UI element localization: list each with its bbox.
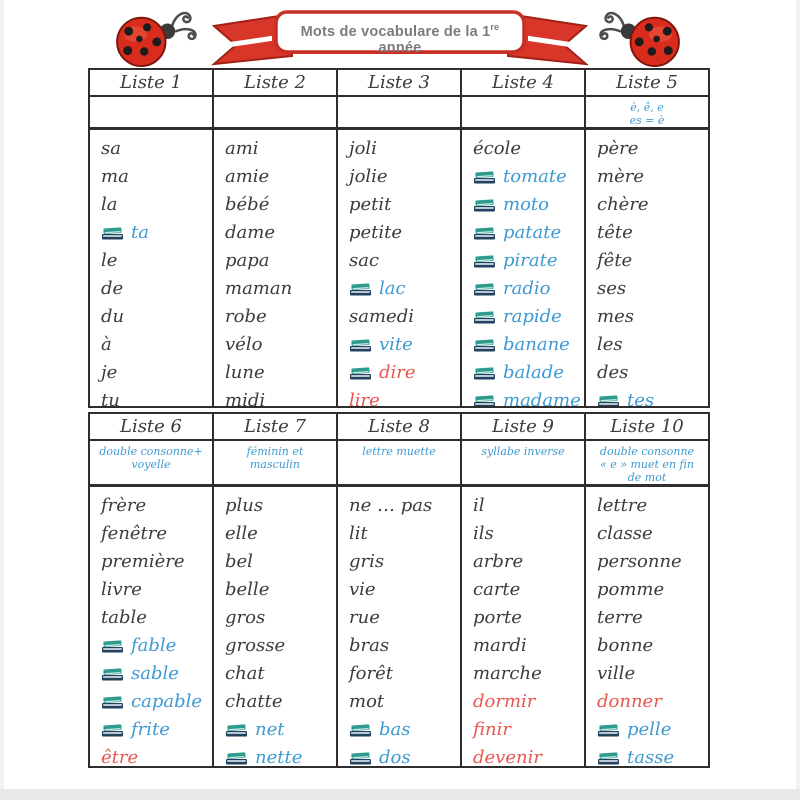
word-text: fête [597, 249, 633, 271]
word-item [473, 743, 582, 766]
books-icon [101, 722, 124, 737]
word-item [225, 715, 334, 743]
word-text: père [597, 137, 639, 159]
word-item [349, 603, 458, 631]
word-item [101, 218, 210, 246]
word-item [225, 190, 334, 218]
page-edge-right [796, 0, 800, 800]
word-item [473, 218, 582, 246]
word-item [597, 491, 706, 519]
liste-header: Liste 4 [462, 70, 584, 97]
word-item [597, 218, 706, 246]
word-item [473, 302, 582, 330]
liste-column [584, 70, 708, 406]
liste-header: Liste 7 [214, 414, 336, 441]
word-text: lune [225, 361, 265, 383]
liste-note [90, 441, 212, 487]
word-list [338, 130, 460, 406]
word-item [597, 687, 706, 715]
word-text: donner [597, 690, 662, 712]
word-item [349, 743, 458, 766]
word-item [101, 715, 210, 743]
word-item [473, 134, 582, 162]
word-text: jolie [349, 165, 388, 187]
page-edge-left [0, 0, 4, 800]
word-text: bébé [225, 193, 270, 215]
liste-note-line: voyelle [131, 458, 171, 471]
word-item [225, 302, 334, 330]
word-text: bras [349, 634, 390, 656]
word-item [597, 715, 706, 743]
word-list [214, 487, 336, 766]
liste-header: Liste 8 [338, 414, 460, 441]
word-text: maman [225, 277, 293, 299]
word-item [101, 330, 210, 358]
books-icon [473, 225, 496, 240]
word-list [462, 487, 584, 766]
word-text: mes [597, 305, 634, 327]
word-item [597, 631, 706, 659]
word-text: ville [597, 662, 636, 684]
liste-note [214, 441, 336, 487]
word-item [473, 491, 582, 519]
liste-note-line: « e » muet en fin [600, 458, 694, 471]
word-item [597, 302, 706, 330]
word-text: gris [349, 550, 385, 572]
word-text: sable [131, 662, 179, 684]
word-item [349, 218, 458, 246]
word-item [597, 575, 706, 603]
liste-column [336, 414, 460, 766]
books-icon [349, 281, 372, 296]
word-text: arbre [473, 550, 524, 572]
word-item [225, 330, 334, 358]
liste-note-line: double consonne [599, 445, 695, 458]
word-item [597, 386, 706, 406]
word-item [349, 134, 458, 162]
liste-note [90, 97, 212, 130]
word-text: devenir [473, 746, 542, 766]
word-item [101, 358, 210, 386]
word-text: chatte [225, 690, 283, 712]
word-text: lac [379, 277, 406, 299]
word-text: frère [101, 494, 147, 516]
word-text: classe [597, 522, 653, 544]
word-text: les [597, 333, 623, 355]
word-text: je [101, 361, 118, 383]
word-item [225, 631, 334, 659]
liste-column [212, 70, 336, 406]
word-list [214, 130, 336, 406]
vocab-table-top [88, 68, 710, 408]
liste-column [460, 70, 584, 406]
books-icon [473, 281, 496, 296]
word-text: frite [131, 718, 170, 740]
word-item [597, 519, 706, 547]
page-title: Mots de vocabulare de la 1re année [300, 22, 500, 56]
word-item [101, 575, 210, 603]
liste-column [584, 414, 708, 766]
word-item [473, 603, 582, 631]
word-text: le [101, 249, 118, 271]
word-item [101, 246, 210, 274]
ladybug-icon [592, 8, 700, 68]
word-list [586, 130, 708, 406]
word-item [473, 162, 582, 190]
books-icon [597, 722, 620, 737]
word-text: amie [225, 165, 270, 187]
word-text: tomate [503, 165, 567, 187]
word-item [101, 190, 210, 218]
word-item [225, 575, 334, 603]
word-list [586, 487, 708, 766]
word-text: école [473, 137, 521, 159]
word-item [225, 491, 334, 519]
word-item [225, 743, 334, 766]
word-text: rapide [503, 305, 562, 327]
word-item [473, 358, 582, 386]
liste-header: Liste 2 [214, 70, 336, 97]
word-item [473, 274, 582, 302]
liste-header: Liste 9 [462, 414, 584, 441]
books-icon [101, 225, 124, 240]
word-item [225, 519, 334, 547]
word-text: nette [255, 746, 303, 766]
word-item [101, 603, 210, 631]
books-icon [349, 337, 372, 352]
word-item [225, 134, 334, 162]
liste-note-line: de mot [627, 471, 667, 484]
liste-column [90, 414, 212, 766]
liste-note [586, 97, 708, 130]
word-item [225, 386, 334, 406]
word-text: vélo [225, 333, 263, 355]
word-item [225, 603, 334, 631]
word-text: marche [473, 662, 542, 684]
word-text: lire [349, 389, 380, 406]
word-item [473, 547, 582, 575]
word-text: mardi [473, 634, 527, 656]
word-text: gros [225, 606, 266, 628]
word-item [349, 491, 458, 519]
liste-note [462, 441, 584, 487]
word-text: ami [225, 137, 259, 159]
books-icon [101, 666, 124, 681]
liste-note [462, 97, 584, 130]
word-text: la [101, 193, 118, 215]
word-item [597, 162, 706, 190]
books-icon [349, 722, 372, 737]
word-item [349, 358, 458, 386]
word-text: ne … pas [349, 494, 433, 516]
books-icon [349, 365, 372, 380]
word-text: dos [379, 746, 411, 766]
word-item [225, 659, 334, 687]
word-text: ils [473, 522, 494, 544]
word-item [101, 687, 210, 715]
word-item [101, 134, 210, 162]
word-item [473, 330, 582, 358]
word-text: joli [349, 137, 377, 159]
word-text: belle [225, 578, 270, 600]
word-item [349, 330, 458, 358]
word-text: elle [225, 522, 258, 544]
books-icon [101, 694, 124, 709]
word-item [101, 743, 210, 766]
liste-header: Liste 3 [338, 70, 460, 97]
books-icon [473, 309, 496, 324]
liste-header: Liste 10 [586, 414, 708, 441]
word-text: ma [101, 165, 129, 187]
word-text: tes [627, 389, 655, 406]
word-text: première [101, 550, 185, 572]
word-text: il [473, 494, 485, 516]
word-text: porte [473, 606, 522, 628]
word-item [473, 631, 582, 659]
word-text: sa [101, 137, 121, 159]
word-item [101, 659, 210, 687]
word-item [349, 715, 458, 743]
word-text: chère [597, 193, 649, 215]
liste-note [338, 441, 460, 487]
liste-note-line: masculin [250, 458, 300, 471]
word-item [349, 274, 458, 302]
word-text: patate [503, 221, 562, 243]
vocab-table-bottom [88, 412, 710, 768]
liste-column [336, 70, 460, 406]
word-text: ses [597, 277, 627, 299]
word-item [101, 631, 210, 659]
word-item [349, 190, 458, 218]
word-text: lettre [597, 494, 648, 516]
word-item [101, 547, 210, 575]
word-list [90, 487, 212, 766]
word-item [597, 659, 706, 687]
books-icon [473, 169, 496, 184]
word-text: grosse [225, 634, 286, 656]
liste-column [460, 414, 584, 766]
word-item [101, 491, 210, 519]
word-text: bonne [597, 634, 654, 656]
word-item [225, 687, 334, 715]
books-icon [349, 750, 372, 765]
word-text: finir [473, 718, 511, 740]
word-item [597, 190, 706, 218]
word-item [349, 162, 458, 190]
page-edge-bottom [0, 789, 800, 800]
word-item [473, 715, 582, 743]
word-item [101, 386, 210, 406]
word-text: table [101, 606, 147, 628]
liste-header: Liste 1 [90, 70, 212, 97]
word-text: bas [379, 718, 411, 740]
word-item [225, 162, 334, 190]
word-item [597, 743, 706, 766]
word-text: personne [597, 550, 682, 572]
word-text: carte [473, 578, 521, 600]
word-item [225, 358, 334, 386]
banner [0, 0, 800, 68]
liste-note-line: lettre muette [362, 445, 436, 458]
liste-note-line: double consonne+ [99, 445, 203, 458]
word-text: bel [225, 550, 253, 572]
word-text: fenêtre [101, 522, 168, 544]
word-text: être [101, 746, 139, 766]
word-item [101, 302, 210, 330]
word-item [473, 190, 582, 218]
ladybug-icon [96, 8, 204, 68]
word-item [225, 274, 334, 302]
word-item [597, 274, 706, 302]
word-text: du [101, 305, 125, 327]
word-item [473, 687, 582, 715]
liste-note-line: féminin et [246, 445, 304, 458]
word-item [473, 659, 582, 687]
word-item [101, 519, 210, 547]
word-text: lit [349, 522, 368, 544]
word-item [349, 386, 458, 406]
word-list [462, 130, 584, 406]
word-text: tasse [627, 746, 675, 766]
word-text: rue [349, 606, 380, 628]
word-item [349, 302, 458, 330]
word-item [473, 575, 582, 603]
word-item [349, 519, 458, 547]
title-ribbon [208, 2, 592, 68]
books-icon [225, 722, 248, 737]
word-text: chat [225, 662, 265, 684]
word-item [473, 519, 582, 547]
word-text: pelle [627, 718, 672, 740]
word-list [338, 487, 460, 766]
word-text: madame [503, 389, 581, 406]
word-text: mère [597, 165, 644, 187]
word-item [349, 246, 458, 274]
word-item [225, 246, 334, 274]
liste-note [214, 97, 336, 130]
word-text: papa [225, 249, 270, 271]
word-item [349, 659, 458, 687]
word-item [349, 575, 458, 603]
word-item [473, 386, 582, 406]
word-item [349, 631, 458, 659]
liste-note-line: è, ê, e [630, 101, 664, 114]
word-text: midi [225, 389, 266, 406]
liste-column [90, 70, 212, 406]
word-text: dame [225, 221, 275, 243]
word-item [349, 547, 458, 575]
word-text: mot [349, 690, 385, 712]
word-text: balade [503, 361, 564, 383]
word-text: de [101, 277, 124, 299]
books-icon [597, 750, 620, 765]
books-icon [473, 197, 496, 212]
word-text: radio [503, 277, 551, 299]
liste-note-line: es = è [629, 114, 665, 127]
liste-header: Liste 5 [586, 70, 708, 97]
word-text: terre [597, 606, 643, 628]
liste-note [338, 97, 460, 130]
word-text: tête [597, 221, 633, 243]
liste-note-line: syllabe inverse [481, 445, 565, 458]
word-item [101, 274, 210, 302]
books-icon [473, 337, 496, 352]
word-text: dormir [473, 690, 536, 712]
word-item [473, 246, 582, 274]
books-icon [597, 393, 620, 407]
books-icon [473, 365, 496, 380]
word-text: sac [349, 249, 380, 271]
books-icon [225, 750, 248, 765]
word-text: banane [503, 333, 570, 355]
word-text: dire [379, 361, 416, 383]
word-text: à [101, 333, 112, 355]
word-item [349, 687, 458, 715]
books-icon [473, 393, 496, 407]
liste-column [212, 414, 336, 766]
word-list [90, 130, 212, 406]
word-text: pomme [597, 578, 665, 600]
word-item [101, 162, 210, 190]
word-text: capable [131, 690, 202, 712]
word-text: samedi [349, 305, 414, 327]
word-text: petit [349, 193, 392, 215]
word-item [597, 134, 706, 162]
word-text: fable [131, 634, 177, 656]
word-item [597, 358, 706, 386]
word-text: plus [225, 494, 264, 516]
word-item [597, 547, 706, 575]
word-item [225, 218, 334, 246]
word-text: pirate [503, 249, 558, 271]
word-text: vie [349, 578, 376, 600]
books-icon [101, 638, 124, 653]
word-text: net [255, 718, 285, 740]
word-item [597, 246, 706, 274]
word-text: forêt [349, 662, 393, 684]
word-text: des [597, 361, 629, 383]
word-item [225, 547, 334, 575]
word-text: petite [349, 221, 403, 243]
books-icon [473, 253, 496, 268]
word-item [597, 603, 706, 631]
word-text: robe [225, 305, 267, 327]
word-text: tu [101, 389, 120, 406]
word-item [597, 330, 706, 358]
word-text: livre [101, 578, 142, 600]
word-text: moto [503, 193, 549, 215]
word-text: ta [131, 221, 149, 243]
word-text: vite [379, 333, 413, 355]
liste-note [586, 441, 708, 487]
liste-header: Liste 6 [90, 414, 212, 441]
